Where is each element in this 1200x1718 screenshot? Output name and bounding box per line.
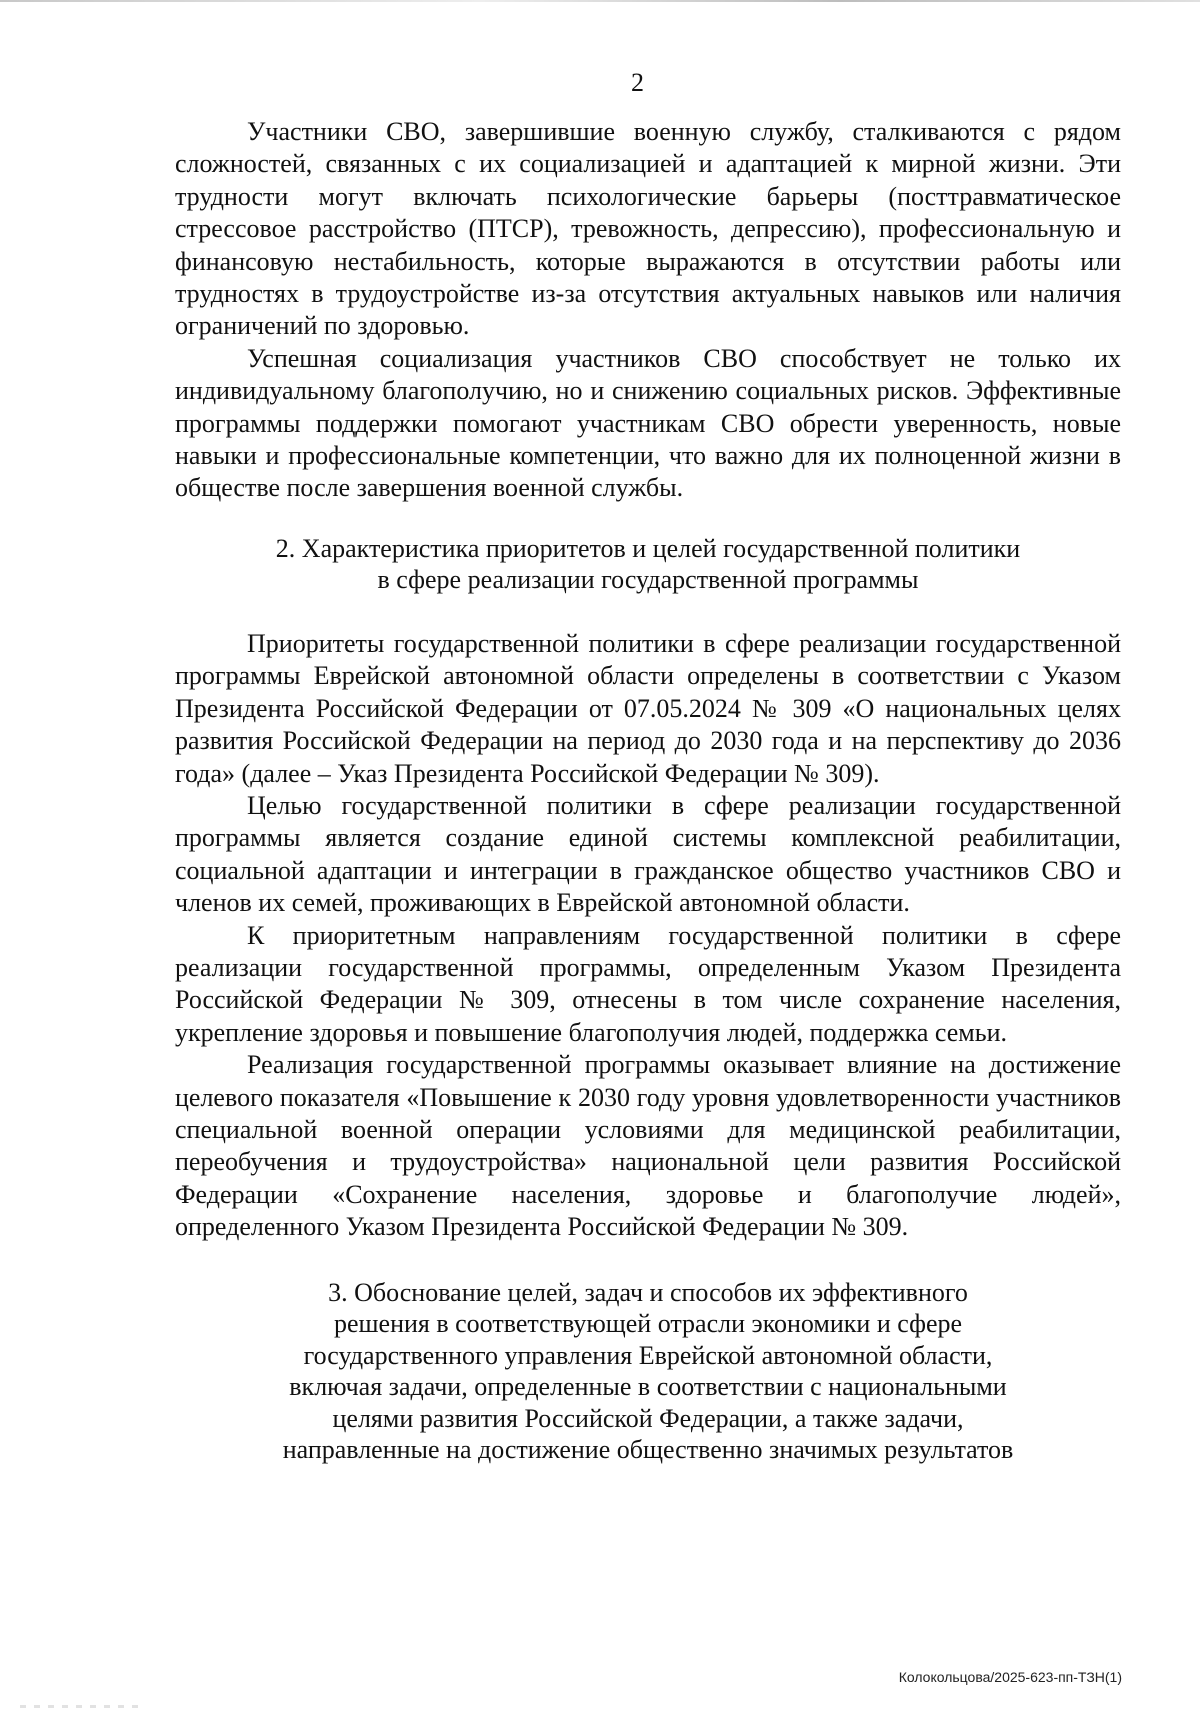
section-heading-3-line-6: направленные на достижение общественно значимых результатов <box>282 1435 1014 1465</box>
document-body <box>175 116 1121 1466</box>
section-heading-3 <box>175 1277 1121 1466</box>
scan-edge-top <box>0 0 1200 2</box>
paragraph-socialization: Успешная социализация участников СВО способствует не только их индивидуальному благополучию, но и снижению социальных рисков. Эффективные программы поддержки помогают участникам СВО обрести уверенность, новые навыки и профессиональные компетенции, что важно для их полноценной жизни в обществе после завершения военной службы. <box>175 343 1121 503</box>
section-heading-2 <box>175 533 1121 596</box>
section-heading-3-line-5: целями развития Российской Федерации, а также задачи, <box>332 1403 964 1433</box>
section-heading-3-line-4: включая задачи, определенные в соответствии с национальными <box>289 1372 1007 1402</box>
paragraph-challenges: Участники СВО, завершившие военную службу, сталкиваются с рядом сложностей, связанных с их социализацией и адаптацией к мирной жизни. Эти трудности могут включать психологические барьеры (посттравматическое стрессовое расстройство (ПТСР), тревожность, депрессию), профессиональную и финансовую нестабильность, которые выражаются в отсутствии работы или трудностях в трудоустройстве из-за отсутствия актуальных навыков или наличия ограничений по здоровью. <box>175 117 1121 341</box>
section-heading-3-line-2: решения в соответствующей отрасли экономики и сфере <box>333 1309 963 1339</box>
document-footer-code: Колокольцова/2025-623-пп-ТЗН(1) <box>898 1669 1122 1685</box>
scan-edge-bottom <box>20 1705 140 1708</box>
section-heading-2-line-2: в сфере реализации государственной программы <box>377 565 919 595</box>
paragraph-implementation: Реализация государственной программы оказывает влияние на достижение целевого показателя «Повышение к 2030 году уровня удовлетворенности участников специальной военной операции условиями для медицинской реабилитации, переобучения и трудоустройства» национальной цели развития Российской Федерации «Сохранение населения, здоровье и благополучие людей», определенного Указом Президента Российской Федерации № 309. <box>175 1050 1121 1242</box>
section-heading-3-line-3: государственного управления Еврейской автономной области, <box>303 1340 993 1370</box>
section-heading-2-line-1: 2. Характеристика приоритетов и целей государственной политики <box>275 533 1021 563</box>
section-heading-3-line-1: 3. Обоснование целей, задач и способов их эффективного <box>328 1277 968 1307</box>
paragraph-directions: К приоритетным направлениям государственной политики в сфере реализации государственной программы, определенным Указом Президента Российской Федерации № 309, отнесены в том числе сохранение населения, укрепление здоровья и повышение благополучия людей, поддержка семьи. <box>175 920 1121 1047</box>
paragraph-goal: Целью государственной политики в сфере реализации государственной программы является создание единой системы комплексной реабилитации, социальной адаптации и интеграции в гражданское общество участников СВО и членов их семей, проживающих в Еврейской автономной области. <box>175 790 1121 918</box>
page-number: 2 <box>631 68 644 97</box>
paragraph-priorities: Приоритеты государственной политики в сфере реализации государственной программы Еврейской автономной области определены в соответствии с Указом Президента Российской Федерации от 07.05.2024 № 309 «О национальных целях развития Российской Федерации на период до 2030 года и на перспективу до 2036 года» (далее – Указ Президента Российской Федерации № 309). <box>175 628 1121 788</box>
